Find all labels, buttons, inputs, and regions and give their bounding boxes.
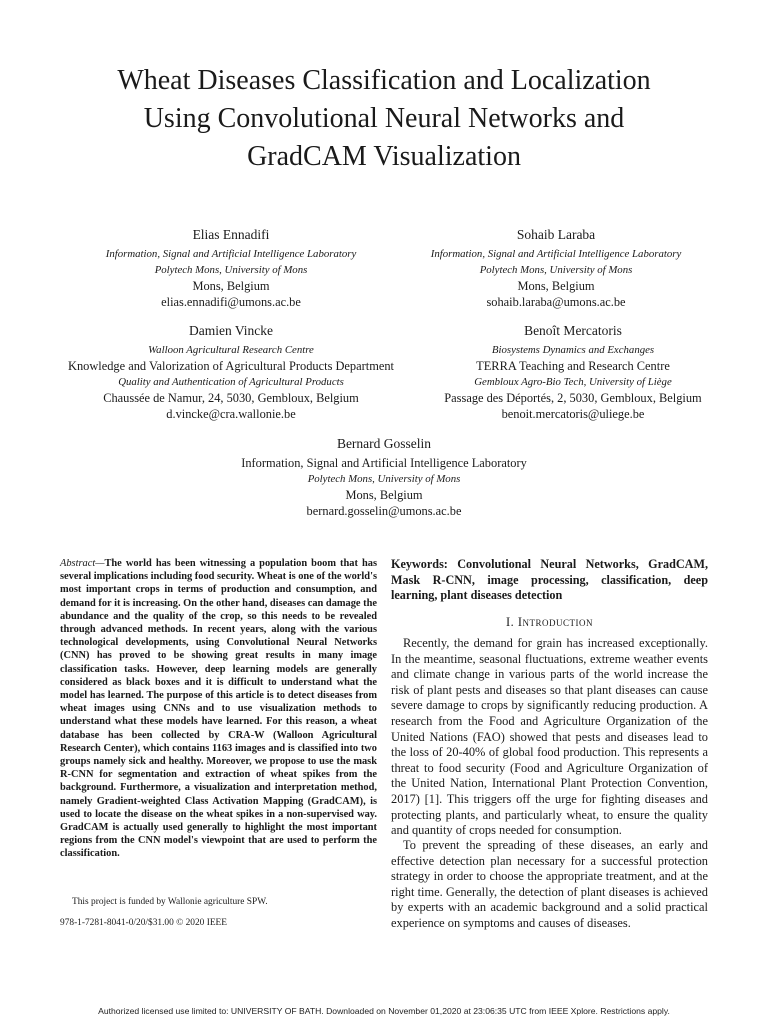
author-name: Elias Ennadifi <box>192 227 270 242</box>
section-title: Introduction <box>517 615 593 629</box>
author-email: benoit.mercatoris@uliege.be <box>501 407 645 421</box>
author-affiliation: Polytech Mons, University of Mons <box>307 473 461 485</box>
author-location: Mons, Belgium <box>192 279 270 293</box>
author-affiliation: Information, Signal and Artificial Intelligence Laboratory <box>105 248 357 260</box>
author-affiliation: Information, Signal and Artificial Intelligence Laboratory <box>430 248 682 260</box>
author-location: Mons, Belgium <box>345 488 423 502</box>
author-affiliation: Biosystems Dynamics and Exchanges <box>491 344 655 356</box>
title-line: GradCAM Visualization <box>247 141 521 172</box>
author-department: Knowledge and Valorization of Agricultural Products Department <box>68 359 394 373</box>
author-affiliation: Polytech Mons, University of Mons <box>479 264 633 276</box>
author-affiliation: Gembloux Agro-Bio Tech, University of Liège <box>474 376 672 388</box>
author-email: bernard.gosselin@umons.ac.be <box>306 504 462 518</box>
title-line: Wheat Diseases Classification and Localization <box>117 65 651 96</box>
author-block-gosselin <box>200 436 568 519</box>
paper-title <box>40 62 728 176</box>
author-department: TERRA Teaching and Research Centre <box>476 359 670 373</box>
author-block-mercatoris <box>420 323 726 422</box>
author-affiliation: Polytech Mons, University of Mons <box>154 264 308 276</box>
author-name: Bernard Gosselin <box>336 436 432 451</box>
abstract-text: The world has been witnessing a population boom that has several implications including food security. Wheat is one of the world's most important crops in terms of production and consumption, and demand for it is increasing. On the other hand, diseases can damage the abundance and the quality of the crop, so this needs to be revealed through advanced methods. In recent years, along with the various technological developments, using Convolutional Neural Networks (CNN) has proved to be showing great results in many image classification tasks. However, deep learning models are generally considered as black boxes and it is difficult to understand what the model has learned. The purpose of this article is to detect diseases from wheat images using CNNs and to use visualization methods to understand what these models have learned. For this reason, a wheat database has been collected by CRA-W (Walloon Agricultural Research Center), which contains 1163 images and is classified into two groups namely sick and healthy. Moreover, we propose to use the mask R-CNN for segmentation and extraction of wheat spikes from the background. Furthermore, a visualization and interpretation method, namely Gradient-weighted Class Activation Mapping (GradCAM), is used to locate the disease on the wheat spikes in a non-supervised way. GradCAM is actually used generally to highlight the most important regions from the CNN model's viewpoint that are used to perform the classification. <box>60 558 378 860</box>
intro-paragraph: Recently, the demand for grain has increased exceptionally. In the meantime, seasonal fluctuations, extreme weather events and climate change in various parts of the world increase the risk of plant pests and diseases so that plant diseases can cause severe damage to crops by significantly reducing production. A research from the Food and Agriculture Organization of the United Nations (FAO) showed that pests and diseases lead to the loss of 20-40% of global food production. This represents a threat to food security (Food and Agriculture Organization of the United Nation, International Plant Protection Convention, 2017) [1]. This triggers off the urge for fighting diseases and protecting plants, and particularly wheat, to ensure the quality and quantity of crops needed for consumption. <box>391 636 708 838</box>
author-email: sohaib.laraba@umons.ac.be <box>486 295 626 309</box>
author-name: Damien Vincke <box>188 323 274 338</box>
funding-note: This project is funded by Wallonie agriculture SPW. <box>72 897 268 907</box>
keywords: Keywords: Convolutional Neural Networks, GradCAM, Mask R-CNN, image processing, classification, deep learning, plant diseases detection <box>391 557 708 603</box>
abstract <box>60 557 377 861</box>
author-block-ennadifi <box>70 227 392 310</box>
section-number: I. <box>506 615 515 629</box>
abstract-lead: Abstract— <box>60 558 105 569</box>
author-name: Benoît Mercatoris <box>524 323 622 338</box>
author-email: elias.ennadifi@umons.ac.be <box>161 295 301 309</box>
section-heading <box>391 615 708 630</box>
author-block-vincke <box>48 323 414 422</box>
author-affiliation: Information, Signal and Artificial Intelligence Laboratory <box>241 456 527 470</box>
author-email: d.vincke@cra.wallonie.be <box>166 407 296 421</box>
intro-paragraph: To prevent the spreading of these diseases, an early and effective detection plan necessary for a successful protection strategy in order to choose the appropriate treatment, and at the right time. Generally, the detection of plant diseases is achieved by experts with an academic background and a solid practical experience on symptoms and causes of diseases. <box>391 838 708 930</box>
author-address: Passage des Déportés, 2, 5030, Gembloux, Belgium <box>444 391 702 405</box>
footnote <box>60 896 377 908</box>
author-name: Sohaib Laraba <box>516 227 596 242</box>
author-block-laraba <box>395 227 717 310</box>
author-affiliation: Quality and Authentication of Agricultural Products <box>118 376 344 388</box>
title-line: Using Convolutional Neural Networks and <box>143 103 625 134</box>
copyright-notice: 978-1-7281-8041-0/20/$31.00 © 2020 IEEE <box>60 918 227 928</box>
license-footer: Authorized licensed use limited to: UNIVERSITY OF BATH. Downloaded on November 01,2020 at 23:06:35 UTC from IEEE Xplore. Restrictions apply. <box>98 1006 670 1016</box>
author-affiliation: Walloon Agricultural Research Centre <box>148 344 314 356</box>
author-address: Chaussée de Namur, 24, 5030, Gembloux, Belgium <box>103 391 359 405</box>
author-location: Mons, Belgium <box>517 279 595 293</box>
